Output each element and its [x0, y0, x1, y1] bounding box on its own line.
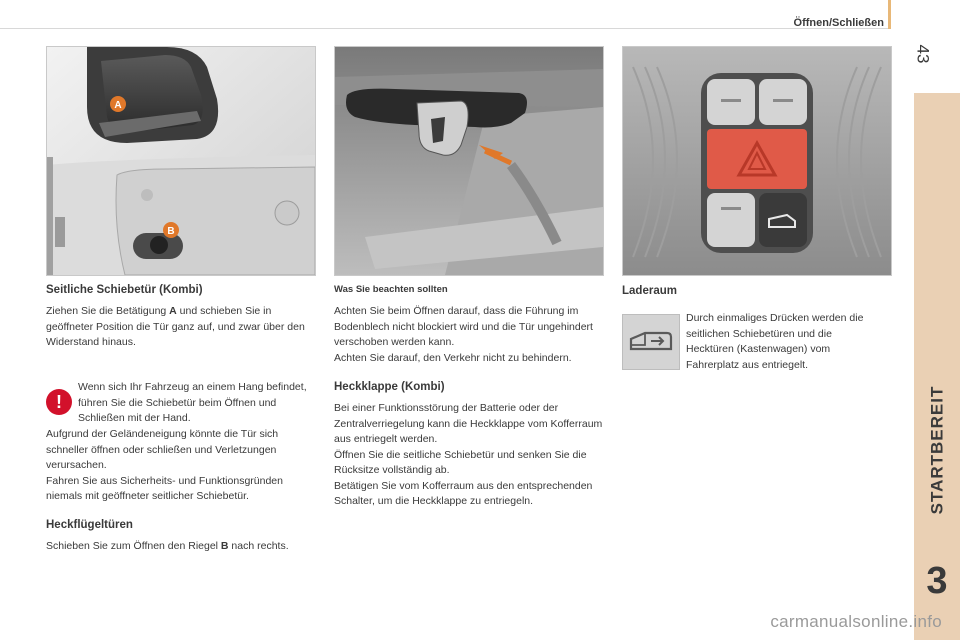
marker-b-label: B — [167, 226, 175, 237]
header-rule — [0, 0, 888, 29]
tailgate-body-1: Bei einer Funktionsstörung der Batterie oder der Zentralverriegelung kann die Heckklappe vom Kofferraum aus entriegelt werden. — [334, 402, 603, 445]
sliding-door-intro — [46, 304, 318, 351]
chapter-number: 3 — [926, 560, 948, 602]
rear-doors-body — [46, 539, 318, 555]
warning-first-text: Wenn sich Ihr Fahrzeug an einem Hang befindet, führen Sie die Schiebetür beim Öffnen und Schließen mit der Hand. — [78, 381, 307, 424]
van-unlock-icon — [622, 314, 680, 370]
header-accent — [888, 0, 891, 29]
marker-a-label: A — [114, 100, 122, 111]
note-2: Achten Sie darauf, den Verkehr nicht zu behindern. — [334, 351, 572, 364]
page-header-title: Öffnen/Schließen — [793, 17, 884, 29]
heading-cargo: Laderaum — [622, 285, 677, 297]
warning-first-para — [78, 380, 314, 427]
rear-doors-pre: Schieben Sie zum Öffnen den Riegel — [46, 540, 221, 552]
tailgate-body-3: Betätigen Sie vom Kofferraum aus den entsprechenden Schalter, um die Heckklappe zu entriegeln. — [334, 479, 593, 507]
tailgate-body-2: Öffnen Sie die seitliche Schiebetür und senken Sie die Rücksitze vollständig ab. — [334, 448, 587, 476]
cargo-body-wrap — [686, 311, 882, 373]
figure-switch-panel — [622, 46, 892, 276]
column-sliding-door — [46, 284, 318, 351]
chapter-label-text: STARTBEREIT — [927, 385, 946, 515]
warning-icon: ! — [46, 389, 72, 415]
warning-continuation — [46, 427, 318, 505]
cargo-body: Durch einmaliges Drücken werden die seitlichen Schiebetüren und die Hecktüren (Kastenwagen) vom Fahrerplatz aus entriegelt. — [686, 312, 864, 371]
heading-notes: Was Sie beachten sollten — [334, 284, 448, 295]
warning-last-text: Fahren Sie aus Sicherheits- und Funktionsgründen niemals mit geöffneter seitlicher Schiebetür. — [46, 474, 283, 502]
figure-sliding-door — [46, 46, 316, 276]
heading-sliding-door: Seitliche Schiebetür (Kombi) — [46, 284, 203, 296]
rear-doors-post: nach rechts. — [228, 540, 289, 552]
warning-rest-text: Aufgrund der Geländeneigung könnte die Tür sich schneller öffnen oder schließen und Verletzungen verursachen. — [46, 428, 279, 471]
note-1: Achten Sie beim Öffnen darauf, dass die Führung im Bodenblech nicht blockiert wird und die Tür ungehindert verschoben werden kann. — [334, 305, 593, 348]
rear-doors-marker-b: B — [220, 540, 229, 552]
intro-text-post: und schieben Sie in geöffneter Position die Tür ganz auf, und zwar über den Widerstand hinaus. — [46, 305, 305, 348]
column-tailgate — [334, 284, 606, 510]
intro-marker-a: A — [169, 305, 177, 317]
watermark: carmanualsonline.info — [770, 612, 942, 631]
column-cargo — [622, 285, 890, 297]
page-number: 43 — [913, 44, 933, 64]
chapter-label — [914, 340, 960, 560]
hazard-button — [707, 129, 807, 189]
figure-tailgate-latch — [334, 46, 604, 276]
section-rear-doors — [46, 519, 318, 555]
intro-text-pre: Ziehen Sie die Betätigung — [46, 305, 170, 317]
heading-tailgate: Heckklappe (Kombi) — [334, 381, 445, 393]
heading-rear-doors: Heckflügeltüren — [46, 519, 133, 531]
